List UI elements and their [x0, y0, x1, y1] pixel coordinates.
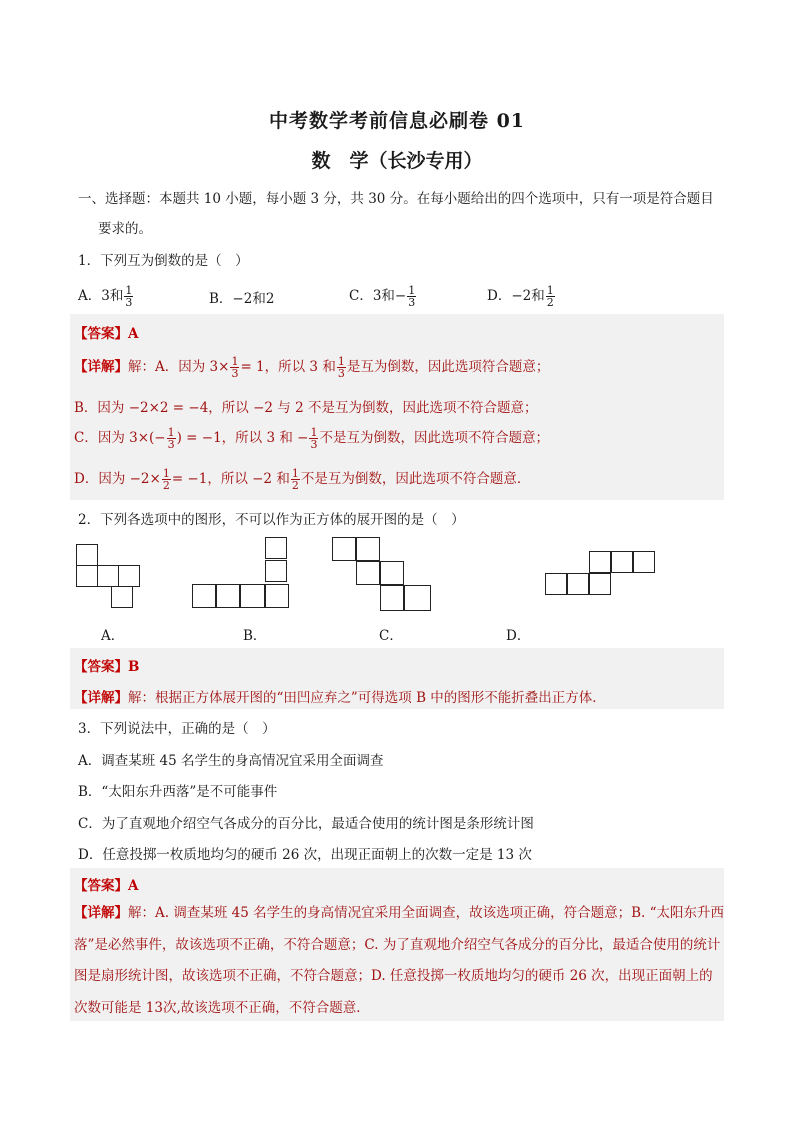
q1-detail-d: D．因为 −2× $\frac{1}{2}$ = −1，所以 −2 和 $\frac{1}{2}$ 不是互为倒数，因此选项不符合题意．: [74, 467, 531, 492]
section-intro-cont: 要求的。: [98, 221, 152, 237]
q2-detail: 【详解】解：根据正方体展开图的“田凹应弃之”可得选项 B 中的图形不能折叠出正方体．: [74, 690, 606, 706]
q3-stem: 3．下列说法中，正确的是（ ）: [78, 721, 276, 737]
q1-option-b: B．−2和2: [209, 291, 275, 307]
q1-detail-a: 【详解】解：A．因为 3× $\frac{1}{3}$ = 1，所以 3 和 $\frac{1}{3}$ 是互为倒数，因此选项符合题意；: [74, 355, 550, 380]
q3-option-c: C．为了直观地介绍空气各成分的百分比，最适合使用的统计图是条形统计图: [78, 816, 534, 832]
fraction: $\frac{1}{3}$: [408, 284, 416, 309]
q1-stem: 1．下列互为倒数的是（ ）: [78, 253, 249, 269]
page-title: 中考数学考前信息必刷卷 01: [268, 110, 526, 132]
q3-option-a: A．调查某班 45 名学生的身高情况宜采用全面调查: [78, 753, 384, 769]
q1-option-a: [78, 284, 134, 308]
q1-option-c: C．3和− $\frac{1}{3}$: [349, 284, 416, 309]
q2-label-d: D．: [506, 628, 531, 644]
q3-option-d: D．任意投掷一枚质地均匀的硬币 26 次，出现正面朝上的次数一定是 13 次: [78, 847, 532, 863]
q2-stem: 2．下列各选项中的图形，不可以作为正方体的展开图的是（ ）: [78, 512, 465, 528]
q2-answer: 【答案】B: [74, 659, 140, 675]
page-subtitle: 数 学（长沙专用）: [311, 150, 483, 172]
q3-detail: 【详解】解：A. 调查某班 45 名学生的身高情况宜采用全面调查，故该选项正确，符合题意；B. “太阳东升西落”是必然事件，故该选项不正确，不符合题意；C. 为了直观地介绍空气各成分的百分比，最适合使用的统计图是扇形统计图，故该选项不正确，不符合题意；D. 任意投掷一枚质地均匀的硬币 26 次，出现正面朝上的次数可能是 13次,故该选项不正确，不符合题意．: [74, 905, 724, 1016]
q1-detail-b: B．因为 −2×2 = −4，所以 −2 与 2 不是互为倒数，因此选项不符合题意；: [74, 400, 538, 416]
q3-option-b: B．“太阳东升西落”是不可能事件: [78, 784, 278, 800]
q3-answer: 【答案】A: [74, 878, 139, 894]
q1-option-a-text: A．3和: [78, 288, 124, 304]
section-intro: 一、选择题：本题共 10 小题，每小题 3 分，共 30 分。在每小题给出的四个选项中，只有一项是符合题目: [78, 191, 714, 207]
q1-detail-c: C．因为 3×(− $\frac{1}{3}$ ) = −1，所以 3 和 − $\frac{1}{3}$ 不是互为倒数，因此选项不符合题意；: [74, 426, 549, 451]
q2-label-b: B．: [243, 628, 267, 644]
q2-label-a: A．: [101, 628, 125, 644]
q1-option-d: D．−2和 $\frac{1}{2}$: [487, 284, 554, 309]
q1-answer: 【答案】A: [74, 326, 139, 342]
fraction: $\frac{1}{3}$: [125, 284, 133, 309]
q2-label-c: C．: [379, 628, 403, 644]
fraction: $\frac{1}{2}$: [546, 284, 554, 309]
